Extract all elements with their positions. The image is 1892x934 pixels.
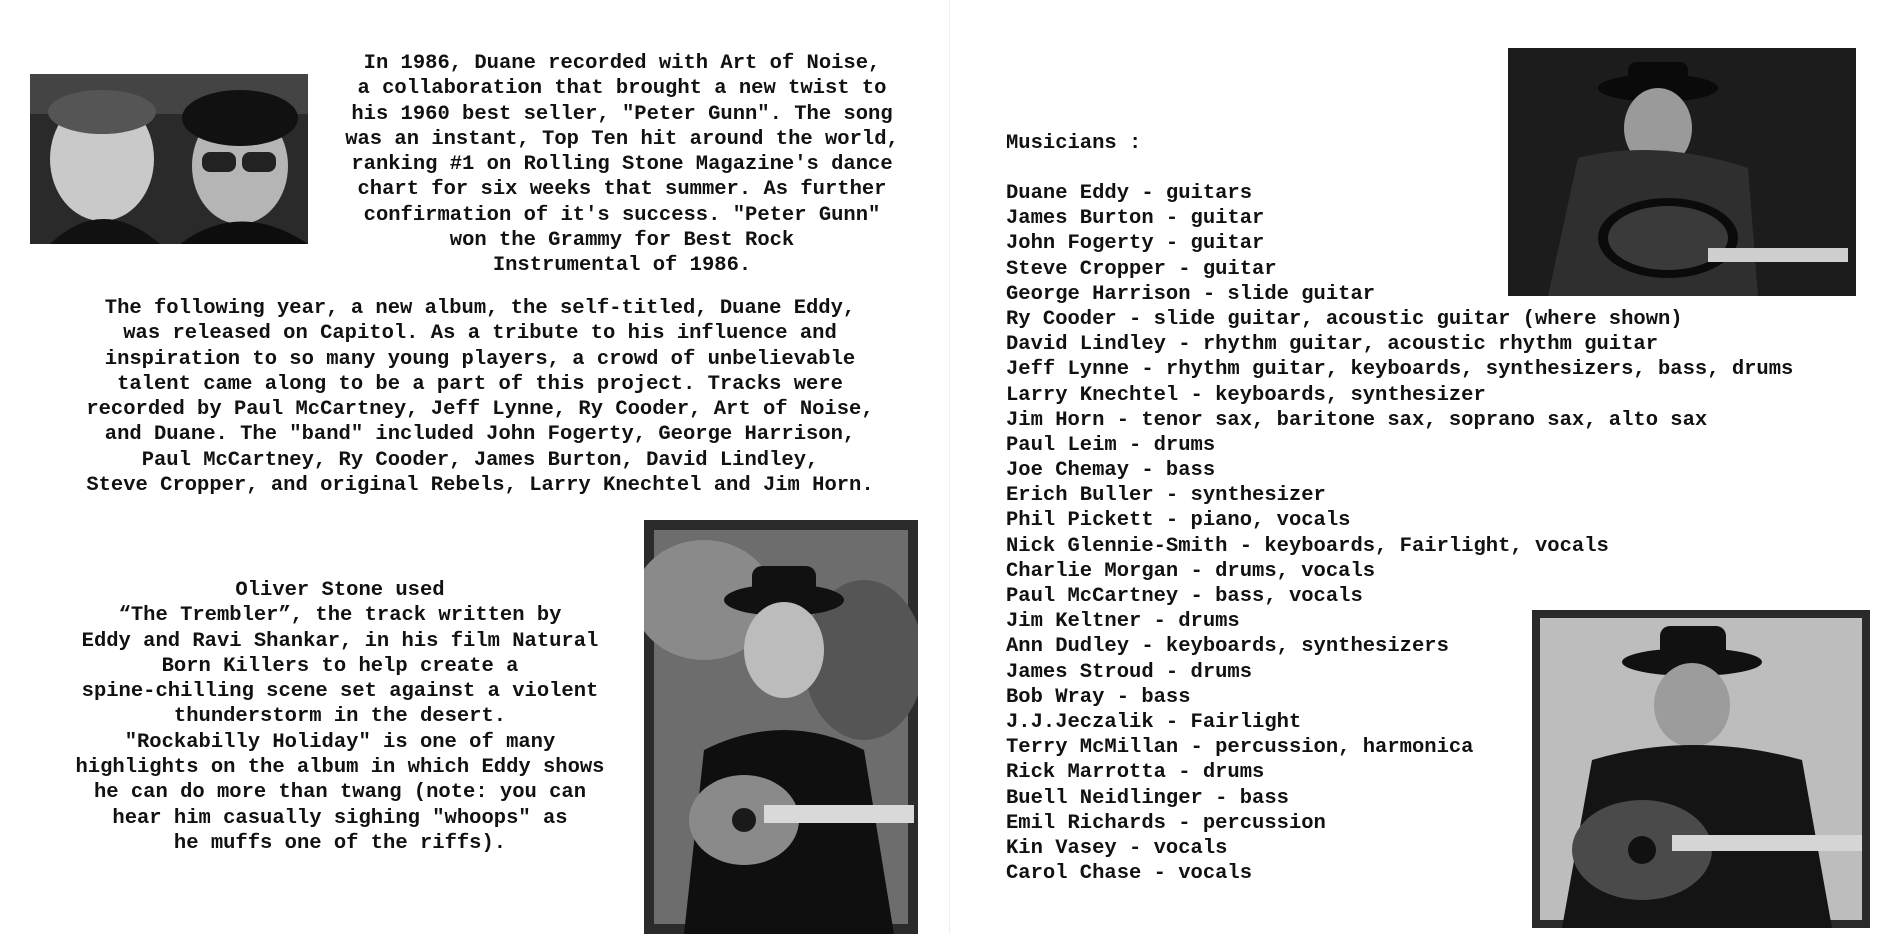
musician-entry: Joe Chemay - bass — [1006, 459, 1216, 483]
musician-entry: Phil Pickett - piano, vocals — [1006, 509, 1351, 533]
art-of-noise-paragraph: In 1986, Duane recorded with Art of Noise, a collaboration that brought a new twist to his 1960 best seller, "Peter Gunn". The song was an instant, Top Ten hit around the world, ranking #1 on Rolling Stone Magazine's dance chart for six weeks that summer. As further confirmation of it's success. "Peter Gunn" won the Grammy for Best Rock Instrumental of 1986. — [345, 52, 899, 278]
musician-entry: Larry Knechtel - keyboards, synthesizer — [1006, 383, 1486, 407]
musician-entry: Jim Horn - tenor sax, baritone sax, soprano sax, alto sax — [1006, 408, 1708, 432]
guitarist-with-hat-photo — [644, 520, 918, 934]
musician-entry: Jeff Lynne - rhythm guitar, keyboards, synthesizers, bass, drums — [1006, 358, 1794, 382]
musician-entry: Paul McCartney - bass, vocals — [1006, 585, 1363, 608]
musician-entry: Charlie Morgan - drums, vocals — [1006, 559, 1376, 583]
musician-entry: Emil Richards - percussion — [1006, 811, 1326, 835]
musician-entry: Jim Keltner - drums — [1006, 610, 1240, 634]
musician-entry: Ry Cooder - slide guitar, acoustic guitar (where shown) — [1006, 307, 1683, 331]
musician-entry: Nick Glennie-Smith - keyboards, Fairlight, vocals — [1006, 534, 1609, 558]
musician-entry: J.J.Jeczalik - Fairlight — [1006, 710, 1302, 734]
two-men-portrait-photo — [30, 74, 308, 244]
cowboy-hat-guitarist-photo — [1532, 610, 1870, 928]
musician-entry: Paul Leim - drums — [1006, 433, 1216, 457]
musician-entry: Terry McMillan - percussion, harmonica — [1006, 736, 1474, 760]
musician-entry: James Stroud - drums — [1006, 660, 1253, 684]
musician-entry: Erich Buller - synthesizer — [1006, 484, 1326, 508]
musicians-heading: Musicians : — [1006, 132, 1142, 155]
musician-entry: Duane Eddy - guitars — [1006, 182, 1253, 205]
musician-entry: Rick Marrotta - drums — [1006, 761, 1265, 785]
musician-entry: Steve Cropper - guitar — [1006, 257, 1277, 281]
musician-entry: Ann Dudley - keyboards, synthesizers — [1006, 635, 1449, 659]
musician-entry: Kin Vasey - vocals — [1006, 836, 1228, 860]
musician-entry: John Fogerty - guitar — [1006, 232, 1265, 256]
musician-entry: Carol Chase - vocals — [1006, 862, 1253, 886]
musician-entry: David Lindley - rhythm guitar, acoustic rhythm guitar — [1006, 333, 1659, 357]
musician-entry: Bob Wray - bass — [1006, 685, 1191, 709]
self-titled-album-paragraph: The following year, a new album, the self-titled, Duane Eddy, was released on Capitol. As a tribute to his influence and inspiration to so many young players, a crowd of unbelievable talent came along to be a part of this project. Tracks were recorded by Paul McCartney, Jeff Lynne, Ry Cooder, Art of Noise, and Duane. The "band" included John Fogerty, George Harrison, Paul McCartney, Ry Cooder, James Burton, David Lindley, Steve Cropper, and original Rebels, Larry Knechtel and Jim Horn. — [86, 297, 874, 498]
oliver-stone-paragraph: Oliver Stone used “The Trembler”, the track written by Eddy and Ravi Shankar, in his film Natural Born Killers to help create a spine-chilling scene set against a violent thunderstorm in the desert. "Rockabilly Holiday" is one of many highlights on the album in which Eddy shows he can do more than twang (note: you can hear him casually sighing "whoops" as he muffs one of the riffs). — [75, 579, 605, 855]
right-page — [950, 0, 1892, 934]
musician-entry: George Harrison - slide guitar — [1006, 282, 1376, 306]
musician-entry: Buell Neidlinger - bass — [1006, 786, 1289, 810]
musician-entry: James Burton - guitar — [1006, 207, 1265, 231]
